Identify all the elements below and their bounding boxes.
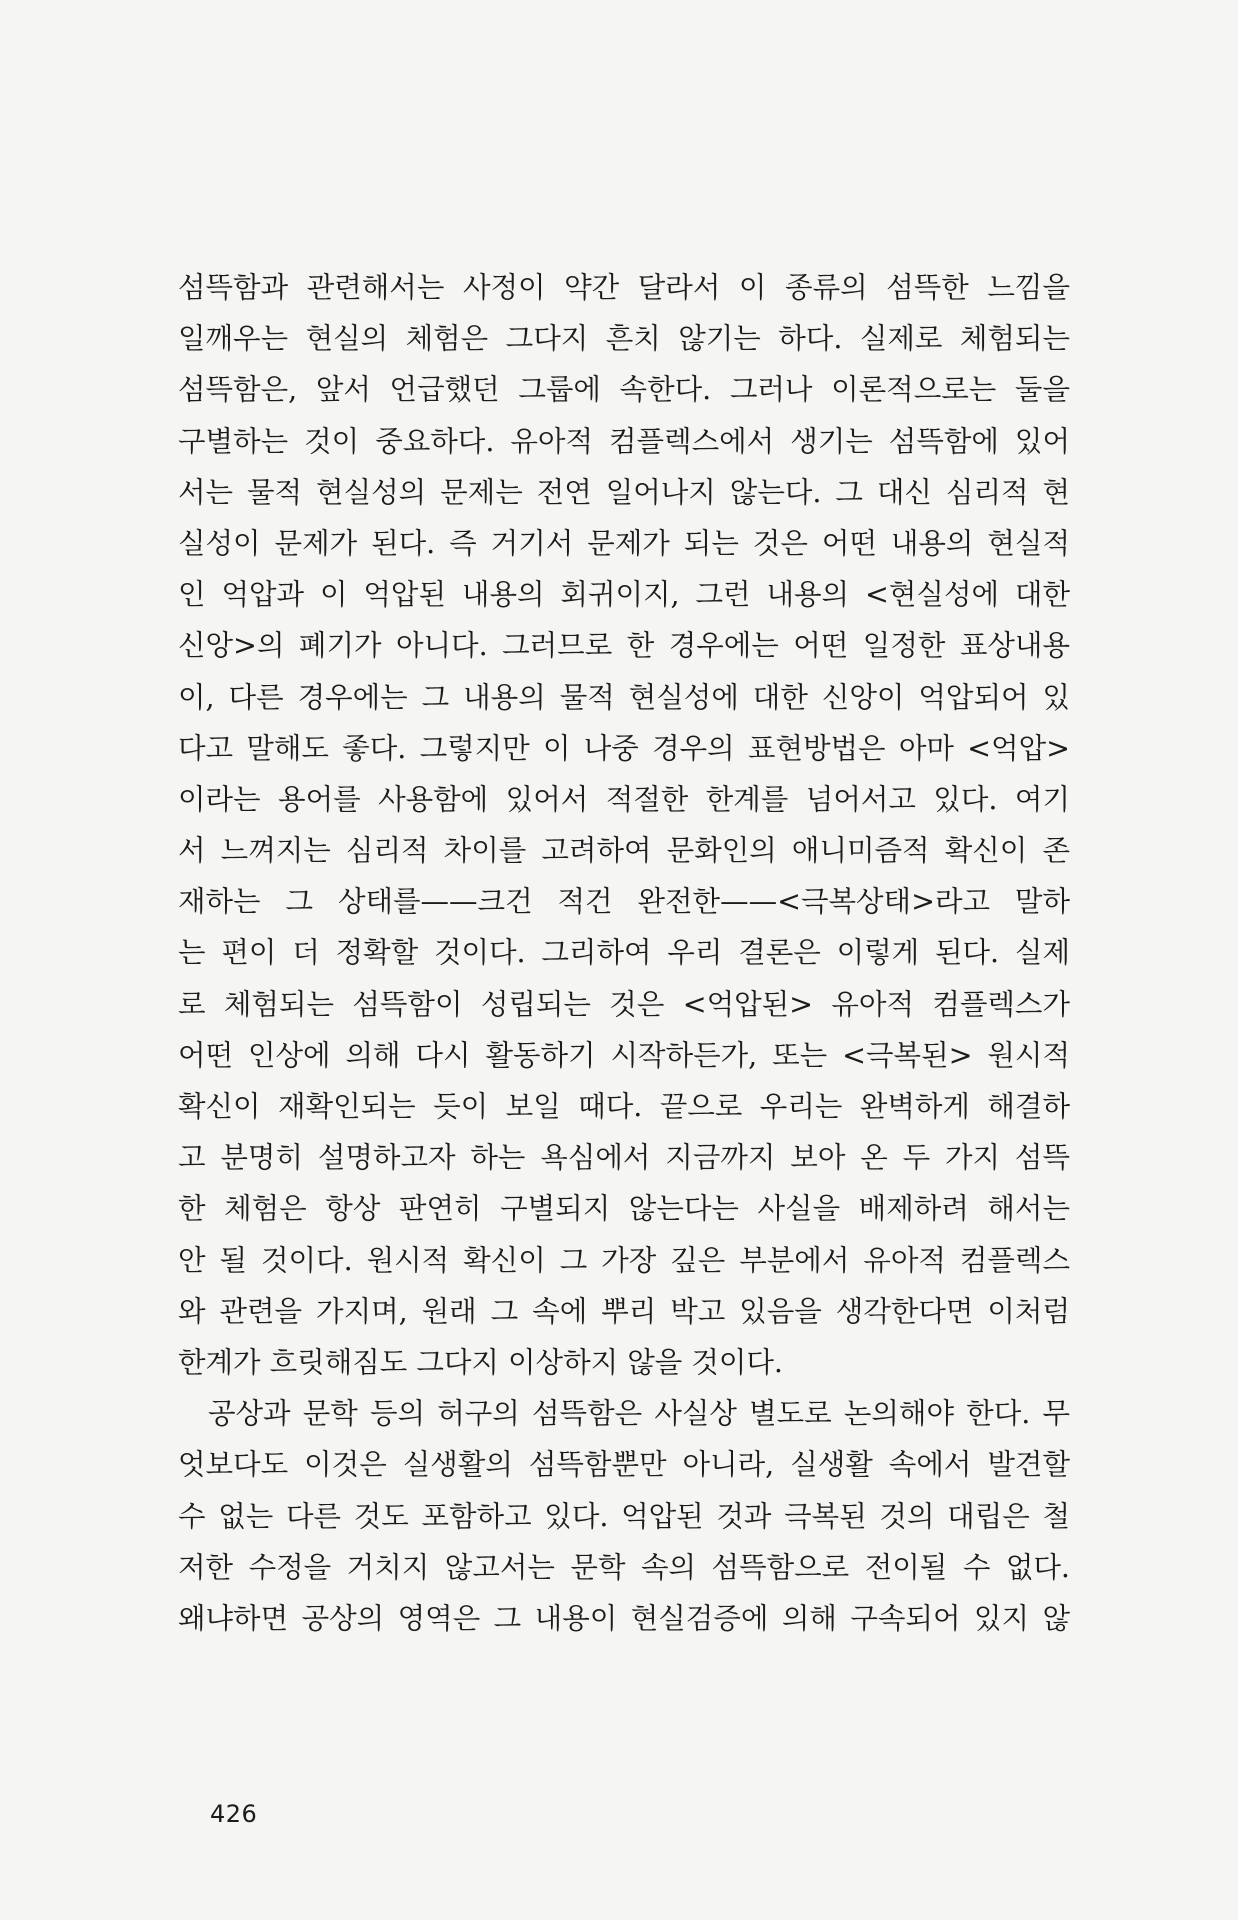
text-line: 일깨우는 현실의 체험은 그다지 흔치 않기는 하다. 실제로 체험되는 [178, 322, 1070, 356]
text-line: 고 분명히 설명하고자 하는 욕심에서 지금까지 보아 온 두 가지 섬뜩 [178, 1141, 1070, 1175]
paragraph-start-line: 공상과 문학 등의 허구의 섬뜩함은 사실상 별도로 논의해야 한다. 무 [208, 1397, 1070, 1431]
text-line: 재하는 그 상태를——크건 적건 완전한——<극복상태>라고 말하 [178, 885, 1070, 919]
text-line: 수 없는 다른 것도 포함하고 있다. 억압된 것과 극복된 것의 대립은 철 [178, 1499, 1070, 1533]
page-number: 426 [210, 1800, 258, 1828]
text-line: 인 억압과 이 억압된 내용의 회귀이지, 그런 내용의 <현실성에 대한 [178, 578, 1070, 612]
text-line: 구별하는 것이 중요하다. 유아적 컴플렉스에서 생기는 섬뜩함에 있어 [178, 424, 1070, 458]
text-line: 다고 말해도 좋다. 그렇지만 이 나중 경우의 표현방법은 아마 <억압> [178, 731, 1070, 765]
text-line: 엇보다도 이것은 실생활의 섬뜩함뿐만 아니라, 실생활 속에서 발견할 [178, 1448, 1070, 1482]
text-line: 저한 수정을 거치지 않고서는 문학 속의 섬뜩함으로 전이될 수 없다. [178, 1550, 1070, 1584]
text-line: 어떤 인상에 의해 다시 활동하기 시작하든가, 또는 <극복된> 원시적 [178, 1038, 1070, 1072]
body-text [178, 262, 1070, 1644]
text-line: 서는 물적 현실성의 문제는 전연 일어나지 않는다. 그 대신 심리적 현 [178, 475, 1070, 509]
text-line: 섬뜩함은, 앞서 언급했던 그룹에 속한다. 그러나 이론적으로는 둘을 [178, 373, 1070, 407]
text-line: 한 체험은 항상 판연히 구별되지 않는다는 사실을 배제하려 해서는 [178, 1192, 1070, 1226]
paragraph-end-line: 한계가 흐릿해짐도 그다지 이상하지 않을 것이다. [178, 1345, 783, 1379]
text-line: 로 체험되는 섬뜩함이 성립되는 것은 <억압된> 유아적 컴플렉스가 [178, 987, 1070, 1021]
text-line: 안 될 것이다. 원시적 확신이 그 가장 깊은 부분에서 유아적 컴플렉스 [178, 1243, 1070, 1277]
text-line: 는 편이 더 정확할 것이다. 그리하여 우리 결론은 이렇게 된다. 실제 [178, 936, 1070, 970]
text-line: 왜냐하면 공상의 영역은 그 내용이 현실검증에 의해 구속되어 있지 않 [178, 1601, 1070, 1635]
text-line: 이라는 용어를 사용함에 있어서 적절한 한계를 넘어서고 있다. 여기 [178, 782, 1070, 816]
text-line: 이, 다른 경우에는 그 내용의 물적 현실성에 대한 신앙이 억압되어 있 [178, 680, 1070, 714]
text-line: 와 관련을 가지며, 원래 그 속에 뿌리 박고 있음을 생각한다면 이처럼 [178, 1294, 1070, 1328]
text-line: 서 느껴지는 심리적 차이를 고려하여 문화인의 애니미즘적 확신이 존 [178, 834, 1070, 868]
text-line: 섬뜩함과 관련해서는 사정이 약간 달라서 이 종류의 섬뜩한 느낌을 [178, 271, 1070, 304]
text-line: 실성이 문제가 된다. 즉 거기서 문제가 되는 것은 어떤 내용의 현실적 [178, 526, 1070, 560]
text-line: 확신이 재확인되는 듯이 보일 때다. 끝으로 우리는 완벽하게 해결하 [178, 1090, 1070, 1123]
text-line: 신앙>의 폐기가 아니다. 그러므로 한 경우에는 어떤 일정한 표상내용 [178, 629, 1070, 663]
